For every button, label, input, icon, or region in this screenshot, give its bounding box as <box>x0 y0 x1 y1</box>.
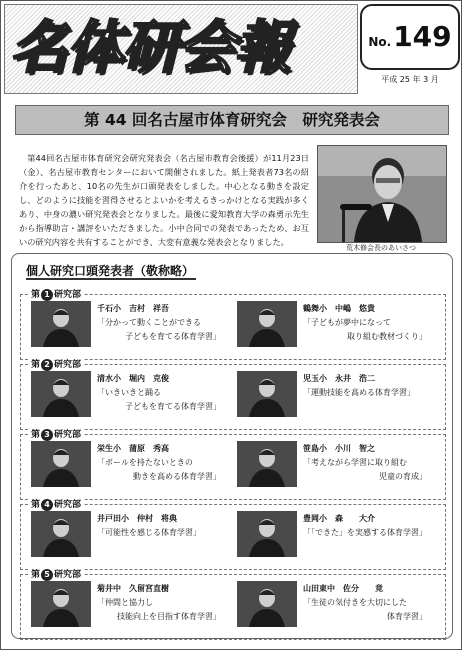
section-suffix: 研究部 <box>54 290 82 300</box>
section-5 <box>20 570 446 640</box>
presenter-photo <box>31 441 91 487</box>
presenter-photo <box>237 511 297 557</box>
presentation-title-line1: 「可能性を感じる体育学習」 <box>97 528 201 537</box>
presentation-title-line1: 「考えながら学習に取り組む <box>303 458 407 467</box>
presenter-card <box>237 511 443 563</box>
presenter-card <box>31 441 237 493</box>
newsletter-title: 名体研会報 <box>10 15 290 81</box>
presenter-name: 笹島小 小川 智之 <box>303 444 375 453</box>
presentation-title-line2: 児童の育成」 <box>379 472 427 481</box>
presenter-card <box>237 581 443 633</box>
presenter-photo <box>31 301 91 347</box>
section-label: 第 4 研究部 <box>29 497 83 511</box>
section-number: 4 <box>41 499 53 511</box>
section-number: 3 <box>41 429 53 441</box>
section-3 <box>20 430 446 500</box>
presenter-name: 栄生小 蒲原 秀高 <box>97 444 169 453</box>
section-suffix: 研究部 <box>54 430 82 440</box>
presenters-title: 個人研究口頭発表者（敬称略） <box>26 264 195 278</box>
presenter-photo <box>237 371 297 417</box>
presentation-title-line1: 「「できた」を実感する体育学習」 <box>303 528 427 537</box>
section-number: 1 <box>41 289 53 301</box>
section-label: 第 2 研究部 <box>29 357 83 371</box>
section-1 <box>20 290 446 360</box>
section-label: 第 5 研究部 <box>29 567 83 581</box>
section-4 <box>20 500 446 570</box>
presentation-title-line2: 子どもを育てる体育学習」 <box>125 332 221 341</box>
presentation-title-line1: 「生徒の気付きを大切にした <box>303 598 407 607</box>
article-headline: 第 44 回名古屋市体育研究会 研究発表会 <box>15 105 449 135</box>
issue-number: 149 <box>393 20 452 53</box>
presentation-title-line1: 「子どもが夢中になって <box>303 318 391 327</box>
presenter-card <box>31 301 237 353</box>
presenter-name: 児玉小 永井 浩二 <box>303 374 375 383</box>
presentation-title-line1: 「分かって動くことができる <box>97 318 201 327</box>
presenter-card <box>237 301 443 353</box>
section-suffix: 研究部 <box>54 570 82 580</box>
photo-caption: 荒木修会長のあいさつ <box>346 244 416 252</box>
section-number: 5 <box>41 569 53 581</box>
presenter-card <box>31 511 237 563</box>
presenters-box <box>11 253 453 639</box>
presenter-photo <box>237 441 297 487</box>
presenter-name: 清水小 堀内 克俊 <box>97 374 169 383</box>
presenter-photo <box>237 581 297 627</box>
section-label: 第 3 研究部 <box>29 427 83 441</box>
presentation-title-line1: 「運動技能を高める体育学習」 <box>303 388 415 397</box>
presenter-name: 鶴舞小 中嶋 悠貴 <box>303 304 375 313</box>
section-suffix: 研究部 <box>54 360 82 370</box>
presenter-card <box>31 581 237 633</box>
section-number: 2 <box>41 359 53 371</box>
presentation-title-line1: 「仲間と協力し <box>97 598 153 607</box>
presenter-card <box>237 441 443 493</box>
issue-number-box <box>360 4 460 70</box>
issue-date: 平成 25 年 3 月 <box>381 75 439 84</box>
presentation-title-line2: 体育学習」 <box>387 612 427 621</box>
presenter-name: 豊岡小 森 大介 <box>303 514 375 523</box>
presentation-title-line2: 動きを高める体育学習」 <box>133 472 221 481</box>
presenter-photo <box>31 581 91 627</box>
presenter-card <box>237 371 443 423</box>
masthead <box>4 4 458 96</box>
article-body: 第44回名古屋市体育研究会研究発表会（名古屋市教育会後援）が11月23日（金）、名古屋市教育センターにおいて開催されました。紙上発表者73名の紹介を行ったあと、10名の先生が口頭発表をしました。中心となる動きを設定し、どのように技能を習得させるとよいかを考えるきっかけとなる実践が多くあり、中身の濃い研究発表会となりました。最後に愛知教育大学の森勇示先生から指導助言・講評をいただきました。小中合同での発表であったため、お互いの研究内容を共有することができ、大変有意義な発表会となりました。 <box>19 153 309 247</box>
presentation-title-line2: 取り組む教材づくり」 <box>347 332 427 341</box>
presenter-name: 千石小 吉村 祥吾 <box>97 304 169 313</box>
section-2 <box>20 360 446 430</box>
title-underline <box>26 278 196 280</box>
section-suffix: 研究部 <box>54 500 82 510</box>
presenter-photo <box>237 301 297 347</box>
presenter-photo <box>31 371 91 417</box>
presentation-title-line1: 「いきいきと踊る <box>97 388 161 397</box>
presentation-title-line2: 子どもを育てる体育学習」 <box>125 402 221 411</box>
presenter-photo <box>31 511 91 557</box>
presenter-name: 山田東中 佐分 竟 <box>303 584 383 593</box>
issue-prefix: No. <box>368 35 392 49</box>
presenter-card <box>31 371 237 423</box>
presentation-title-line2: 技能向上を目指す体育学習」 <box>117 612 221 621</box>
president-photo <box>317 145 447 243</box>
presentation-title-line1: 「ボールを持たないときの <box>97 458 193 467</box>
section-label: 第 1 研究部 <box>29 287 83 301</box>
presenter-name: 菊井中 久留宮直樹 <box>97 584 169 593</box>
presenter-name: 井戸田小 仲村 将典 <box>97 514 177 523</box>
